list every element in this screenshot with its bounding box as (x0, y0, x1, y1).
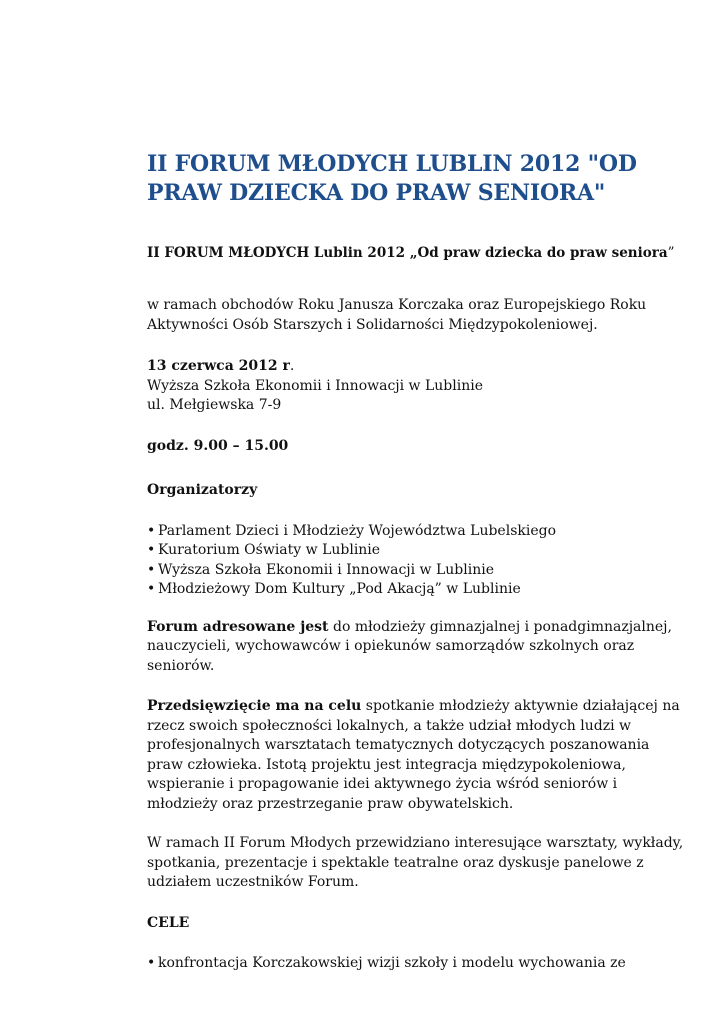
document-page (147, 150, 687, 974)
subtitle (147, 244, 687, 263)
list-item-text: konfrontacja Korczakowskiej wizji szkoły i modelu wychowania ze (158, 955, 626, 971)
cele-list (147, 954, 687, 974)
list-item-text: Młodzieżowy Dom Kultury „Pod Akacją” w Lublinie (158, 581, 521, 597)
subtitle-end: ” (667, 245, 675, 261)
event-hours: godz. 9.00 – 15.00 (147, 437, 289, 454)
event-hours-paragraph (147, 437, 687, 457)
bullet: • (147, 542, 156, 558)
bullet: • (147, 522, 156, 539)
bullet: • (147, 561, 156, 578)
goal-paragraph (147, 697, 687, 814)
goal-bold: Przedsięwzięcie ma na celu (147, 698, 362, 714)
list-item (147, 561, 687, 581)
bullet: • (147, 581, 156, 597)
page-title: II FORUM MŁODYCH LUBLIN 2012 "OD PRAW DZIECKA DO PRAW SENIORA" (147, 151, 637, 206)
goal-text: spotkanie młodzieży aktywnie działającej na rzecz swoich społeczności lokalnych, a także udział młodych ludzi w profesjonalnych warsztatach tematycznych dotyczących poszanowania praw człowieka. Istotą projektu jest integracja międzypokoleniowa, wspieranie i propagowanie idei aktywnego życia wśród seniorów i młodzieży oraz przestrzeganie praw obywatelskich. (147, 698, 680, 812)
cele-heading: CELE (147, 914, 190, 931)
forum-paragraph (147, 618, 687, 677)
organizers-list (147, 522, 687, 600)
forum-text: do młodzieży gimnazjalnej i ponadgimnazjalnej, nauczycieli, wychowawców i opiekunów samorządów szkolnych oraz seniorów. (147, 618, 672, 674)
cele-heading-paragraph (147, 914, 687, 934)
event-date-end: . (289, 358, 295, 374)
list-item (147, 541, 687, 561)
program-paragraph: W ramach II Forum Młodych przewidziano interesujące warsztaty, wykłady, spotkania, prezentacje i spektakle teatralne oraz dyskusje panelowe z udziałem uczestników Forum. (147, 835, 684, 890)
organizers-heading: Organizatorzy (147, 482, 258, 498)
bullet: • (147, 955, 156, 971)
list-item-text: Wyższa Szkoła Ekonomii i Innowacji w Lublinie (158, 561, 494, 578)
list-item-text: Parlament Dzieci i Młodzieży Województwa Lubelskiego (158, 522, 557, 539)
event-details (147, 357, 687, 416)
list-item (147, 954, 687, 974)
event-address: ul. Mełgiewska 7-9 (147, 397, 282, 413)
subtitle-bold: II FORUM MŁODYCH Lublin 2012 „Od praw dziecka do praw seniora (147, 245, 668, 261)
event-venue: Wyższa Szkoła Ekonomii i Innowacji w Lublinie (147, 377, 483, 394)
organizers-heading-paragraph (147, 481, 687, 501)
event-date: 13 czerwca 2012 r (147, 358, 290, 374)
intro-paragraph: w ramach obchodów Roku Janusza Korczaka oraz Europejskiego Roku Aktywności Osób Starszych i Solidarności Międzypokoleniowej. (147, 297, 647, 333)
list-item (147, 522, 687, 542)
list-item (147, 580, 687, 600)
list-item-text: Kuratorium Oświaty w Lublinie (158, 542, 381, 558)
forum-bold: Forum adresowane jest (147, 618, 329, 635)
